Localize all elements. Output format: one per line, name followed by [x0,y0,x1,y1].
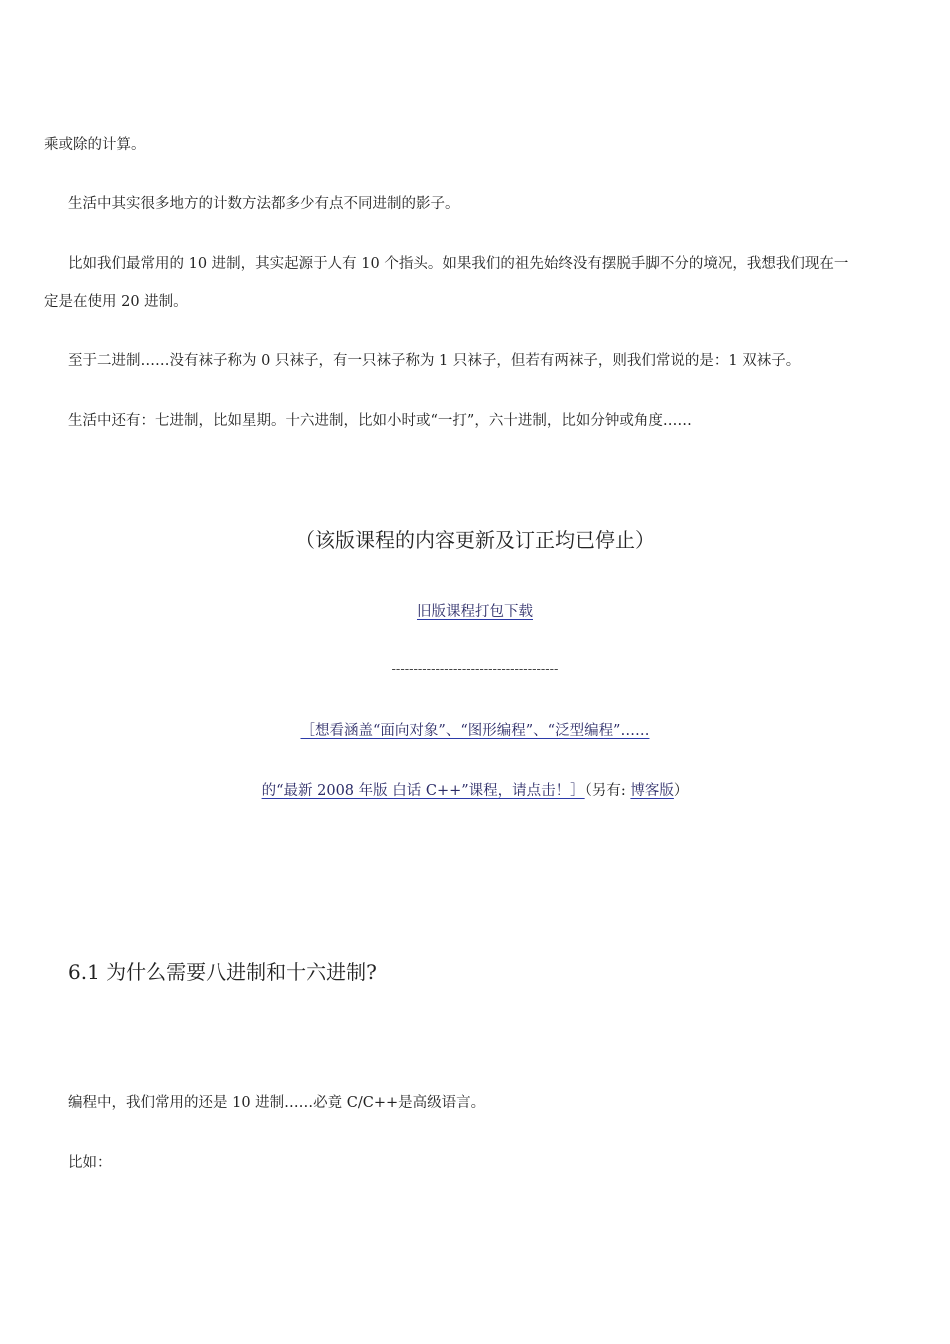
paragraph-4: 至于二进制……没有袜子称为 0 只袜子，有一只袜子称为 1 只袜子，但若有两袜子，则我们常说的是：1 双袜子。 [68,353,801,369]
section-heading: 6.1 为什么需要八进制和十六进制? [68,960,377,984]
blog-version-link[interactable]: 博客版 [630,783,674,799]
promo-line-2-row [0,781,950,801]
paragraph-3-line-1: 比如我们最常用的 10 进制，其实起源于人有 10 个指头。如果我们的祖先始终没有摆脱手脚不分的境况，我想我们现在一 [68,256,849,272]
paragraph-5: 生活中还有：七进制，比如星期。十六进制，比如小时或“一打”，六十进制，比如分钟或角度…… [68,413,692,429]
section-paragraph-2: 比如： [68,1155,112,1171]
new-course-promo-link[interactable]: ［想看涵盖“面向对象”、“图形编程”、“泛型编程”…… [300,723,650,739]
paragraph-2: 生活中其实很多地方的计数方法都多少有点不同进制的影子。 [68,196,460,212]
course-stopped-notice: （该版课程的内容更新及订正均已停止） [295,528,655,552]
paragraph-3-line-2: 定是在使用 20 进制。 [44,294,188,310]
also-available-suffix: ） [673,783,689,799]
new-course-promo-link-continued[interactable]: 的“最新 2008 年版 白话 C++”课程，请点击！］ [261,783,585,799]
also-available-prefix: （另有: [584,783,631,799]
download-link-row [0,602,950,622]
section-paragraph-1: 编程中，我们常用的还是 10 进制……必竟 C/C++是高级语言。 [68,1095,486,1111]
separator-line: -------------------------------------- [391,662,559,677]
promo-line-1-row [0,721,950,741]
paragraph-1: 乘或除的计算。 [44,137,146,153]
old-course-download-link[interactable]: 旧版课程打包下载 [417,604,533,620]
